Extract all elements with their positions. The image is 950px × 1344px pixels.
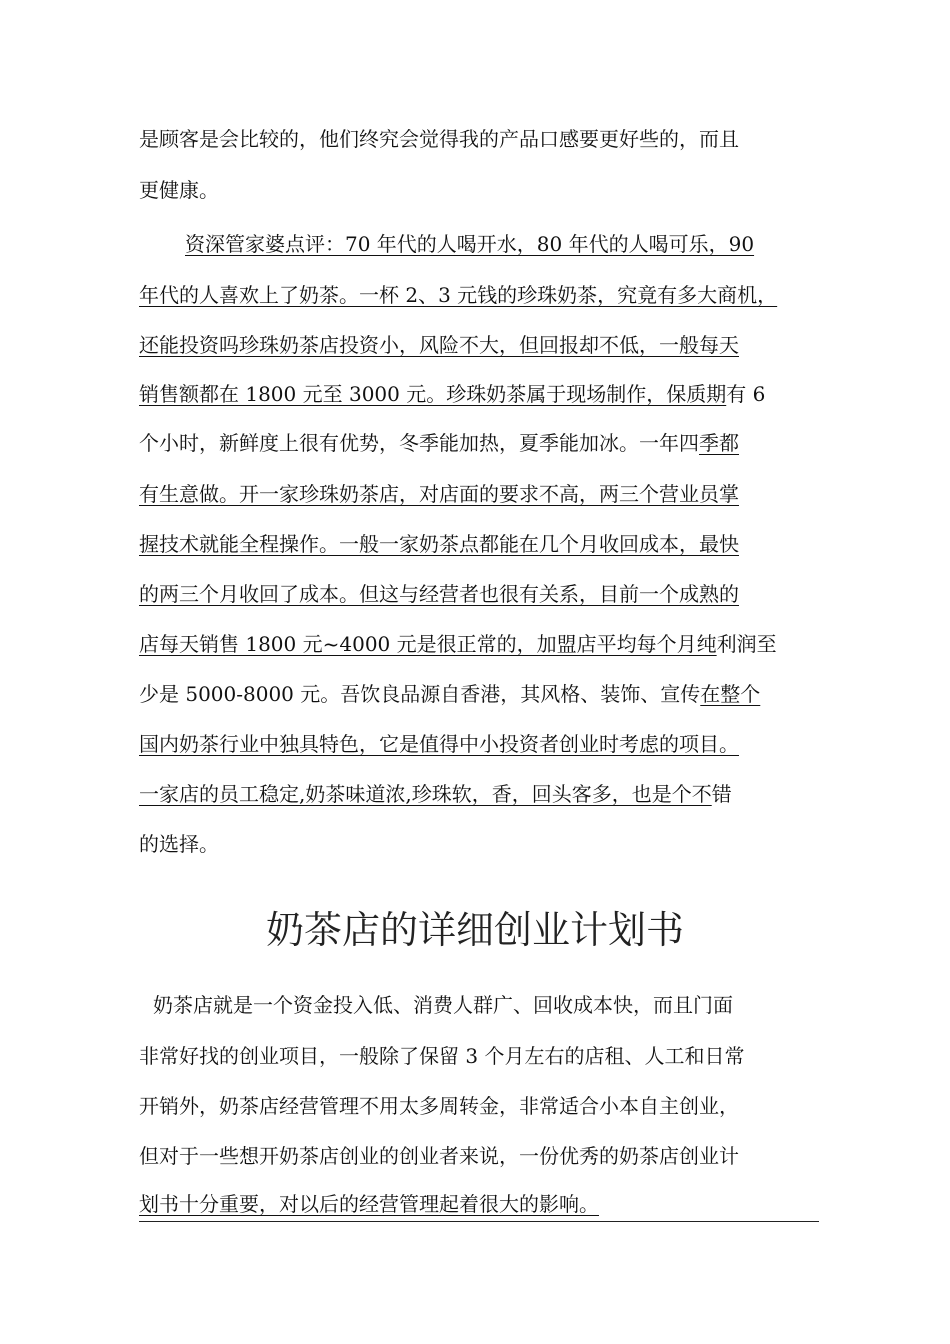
underlined-text: 有生意做。开一家珍珠奶茶店，对店面的要求不高，两三个营业员掌 xyxy=(139,482,739,506)
text-line xyxy=(139,829,219,859)
text-line xyxy=(139,729,739,759)
plain-text: 少是 5000-8000 元。吾饮良品源自香港，其风格、装饰、宣传 xyxy=(139,682,701,706)
plain-text: 利润至 xyxy=(716,632,777,656)
text-line xyxy=(139,479,739,509)
text-line: 但对于一些想开奶茶店创业的创业者来说，一份优秀的奶茶店创业计 xyxy=(139,1144,739,1168)
text-line xyxy=(185,229,754,259)
underlined-text: 还能投资吗珍珠奶茶店投资小，风险不大，但回报却不低，一般每天 xyxy=(139,333,739,357)
underlined-text: 销售额都在 1800 元至 3000 元。珍珠奶茶属于现场制作，保质期 xyxy=(139,382,727,406)
text-line xyxy=(139,579,739,609)
text-line xyxy=(139,779,732,809)
underlined-text: 在整个 xyxy=(700,682,761,706)
underlined-text: 划书十分重要，对以后的经营管理起着很大的影响。 xyxy=(139,1192,599,1216)
underlined-text: 的两三个月收回了成本。但这与经营者也很有关系，目前一个成熟的 xyxy=(139,582,739,606)
text-line: 更健康。 xyxy=(139,178,219,202)
text-line xyxy=(139,330,739,360)
text-line xyxy=(139,629,777,659)
text-line: 奶茶店就是一个资金投入低、消费人群广、回收成本快，而且门面 xyxy=(153,993,733,1017)
horizontal-rule xyxy=(139,1221,819,1222)
underlined-text: 店每天销售 1800 元~4000 元是很正常的，加盟店平均每个月纯 xyxy=(139,632,717,656)
text-line: 开销外，奶茶店经营管理不用太多周转金，非常适合小本自主创业， xyxy=(139,1094,739,1118)
text-line xyxy=(139,428,739,458)
underlined-text: 资深管家婆点评：70 年代的人喝开水，80 年代的人喝可乐，90 xyxy=(185,232,755,256)
plain-text: 错 xyxy=(711,782,732,806)
text-line xyxy=(139,379,765,409)
text-line: 是顾客是会比较的，他们终究会觉得我的产品口感要更好些的，而且 xyxy=(139,127,739,151)
text-line: 非常好找的创业项目，一般除了保留 3 个月左右的店租、人工和日常 xyxy=(139,1044,745,1068)
plain-text: 个小时，新鲜度上很有优势，冬季能加热，夏季能加冰。一年四 xyxy=(139,431,699,455)
underlined-text: 国内奶茶行业中独具特色，它是值得中小投资者创业时考虑的项目。 xyxy=(139,732,739,756)
underlined-text: 季都 xyxy=(699,431,739,455)
section-title: 奶茶店的详细创业计划书 xyxy=(265,908,684,952)
text-line xyxy=(139,280,777,310)
text-line xyxy=(139,529,739,559)
underlined-text: 握技术就能全程操作。一般一家奶茶点都能在几个月收回成本，最快 xyxy=(139,532,739,556)
underlined-text: 年代的人喜欢上了奶茶。一杯 2、3 元钱的珍珠奶茶，究竟有多大商机， xyxy=(139,283,778,307)
text-line xyxy=(139,679,760,709)
text-line xyxy=(139,1189,599,1219)
plain-text: 有 6 xyxy=(726,382,766,406)
underlined-text: 一家店的员工稳定,奶茶味道浓,珍珠软，香，回头客多，也是个不 xyxy=(139,782,712,806)
plain-text: 的选择。 xyxy=(139,832,219,856)
